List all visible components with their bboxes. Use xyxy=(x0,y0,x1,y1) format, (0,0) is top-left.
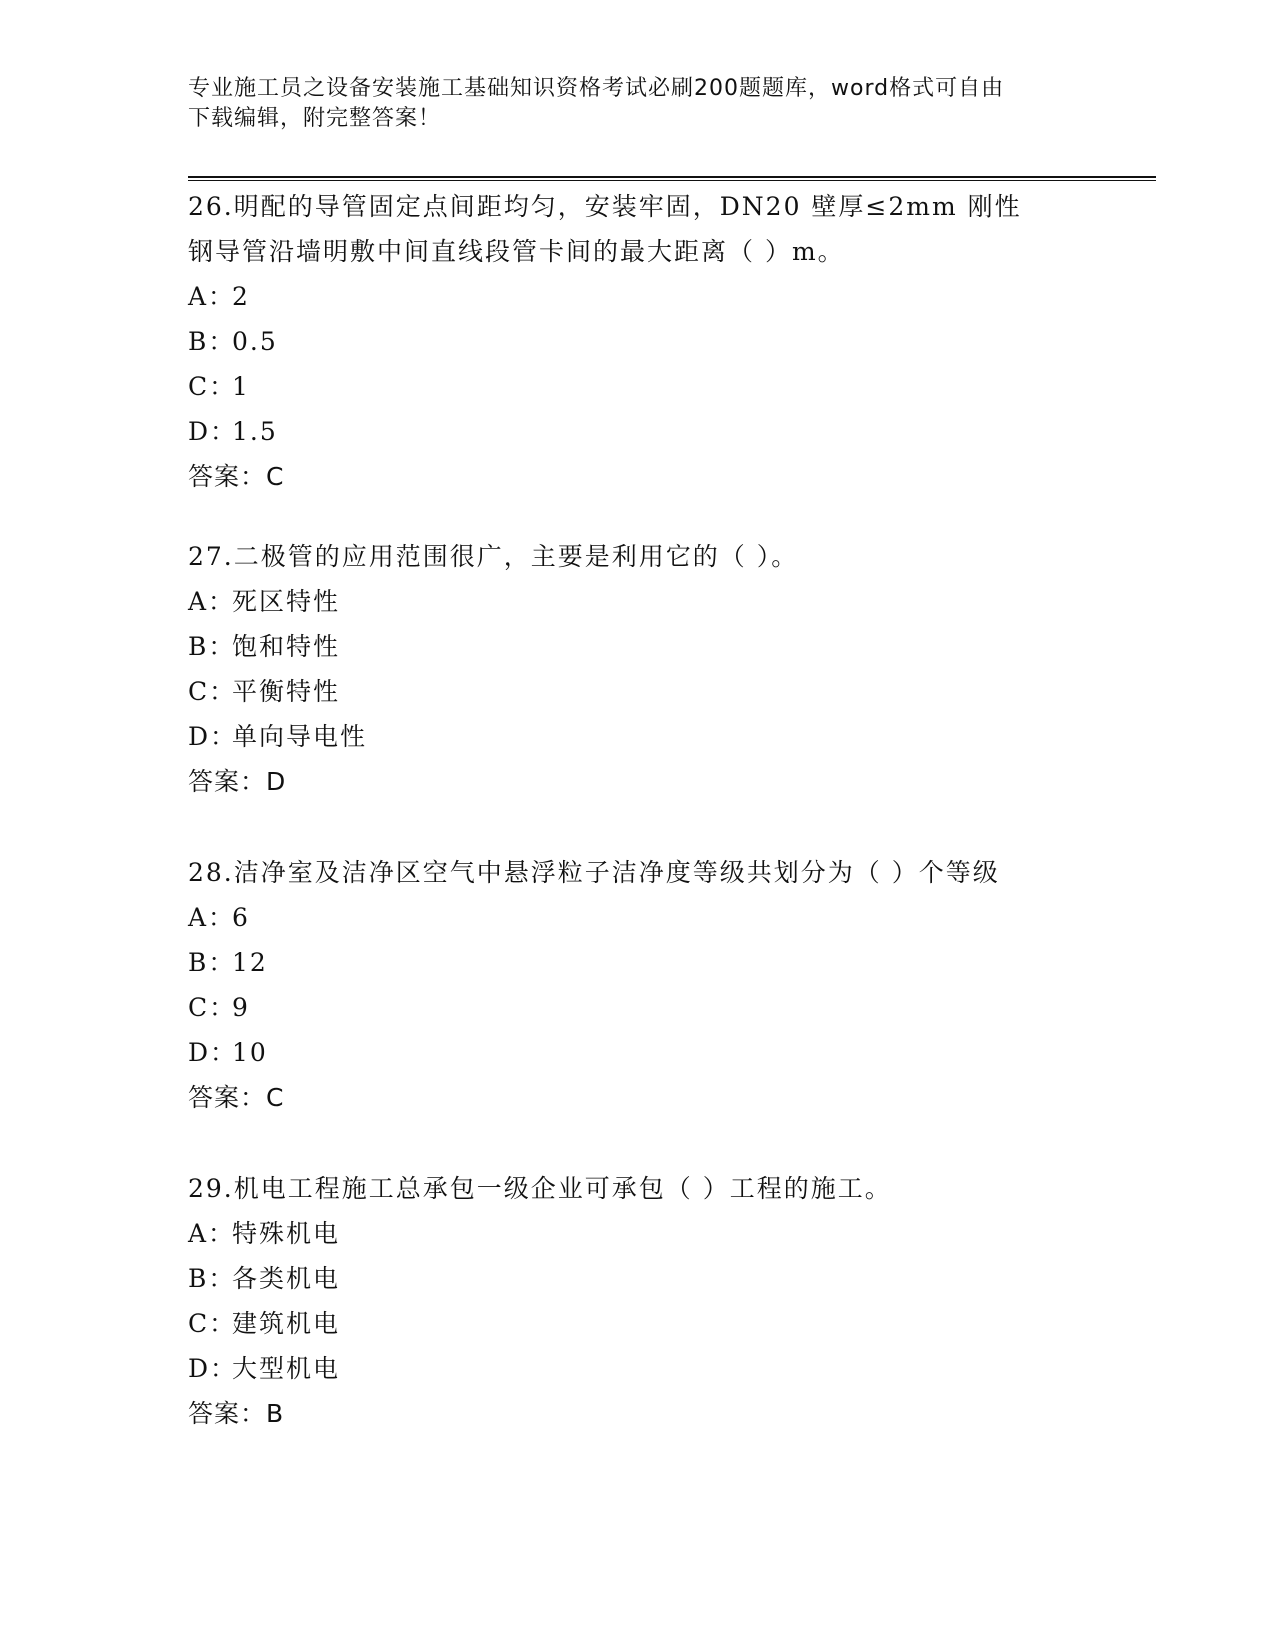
option-text: 1.5 xyxy=(232,417,278,446)
option-b xyxy=(188,1256,1088,1301)
option-key: D： xyxy=(188,1038,238,1067)
option-text: 9 xyxy=(232,993,250,1022)
option-key: B： xyxy=(188,327,236,356)
header-line-2: 下载编辑，附完整答案！ xyxy=(188,106,442,131)
question-stem: 27.二极管的应用范围很广，主要是利用它的（ ）。 xyxy=(188,542,799,571)
option-text: 平衡特性 xyxy=(232,677,341,706)
option-key: C： xyxy=(188,993,237,1022)
option-key: C： xyxy=(188,1309,237,1338)
option-text: 0.5 xyxy=(232,327,278,356)
option-text: 特殊机电 xyxy=(232,1219,341,1248)
option-b xyxy=(188,624,1088,669)
option-key: A： xyxy=(188,282,236,311)
header-divider xyxy=(188,176,1156,181)
option-text: 大型机电 xyxy=(232,1354,341,1383)
option-c xyxy=(188,985,1088,1030)
option-key: A： xyxy=(188,903,236,932)
option-text: 2 xyxy=(232,282,250,311)
header-line-1: 专业施工员之设备安装施工基础知识资格考试必刷200题题库，word格式可自由 xyxy=(188,76,1005,101)
option-d xyxy=(188,1030,1088,1075)
option-key: D： xyxy=(188,1354,238,1383)
option-a xyxy=(188,1211,1088,1256)
option-c xyxy=(188,1301,1088,1346)
option-text: 1 xyxy=(232,372,250,401)
document-header xyxy=(188,74,1068,134)
option-key: A： xyxy=(188,1219,236,1248)
option-key: D： xyxy=(188,417,238,446)
option-a xyxy=(188,579,1088,624)
answer: 答案：D xyxy=(188,767,287,796)
question-26 xyxy=(188,184,1088,499)
option-text: 建筑机电 xyxy=(232,1309,341,1338)
answer: 答案：C xyxy=(188,1083,285,1112)
option-d xyxy=(188,409,1088,454)
option-text: 死区特性 xyxy=(232,587,341,616)
option-text: 各类机电 xyxy=(232,1264,341,1293)
option-text: 饱和特性 xyxy=(232,632,341,661)
answer: 答案：B xyxy=(188,1399,285,1428)
question-28 xyxy=(188,850,1088,1120)
question-stem: 28.洁净室及洁净区空气中悬浮粒子洁净度等级共划分为（ ）个等级 xyxy=(188,858,1000,887)
option-a xyxy=(188,895,1088,940)
option-d xyxy=(188,1346,1088,1391)
option-key: D： xyxy=(188,722,238,751)
option-b xyxy=(188,940,1088,985)
option-key: C： xyxy=(188,677,237,706)
question-29 xyxy=(188,1166,1088,1436)
option-d xyxy=(188,714,1088,759)
option-b xyxy=(188,319,1088,364)
option-key: B： xyxy=(188,1264,236,1293)
answer: 答案：C xyxy=(188,462,285,491)
option-text: 6 xyxy=(232,903,250,932)
question-27 xyxy=(188,534,1088,804)
question-stem: 29.机电工程施工总承包一级企业可承包（ ）工程的施工。 xyxy=(188,1174,892,1203)
option-key: B： xyxy=(188,948,236,977)
option-a xyxy=(188,274,1088,319)
option-c xyxy=(188,364,1088,409)
option-text: 单向导电性 xyxy=(232,722,368,751)
option-text: 12 xyxy=(232,948,268,977)
option-text: 10 xyxy=(232,1038,268,1067)
option-key: A： xyxy=(188,587,236,616)
question-stem: 26.明配的导管固定点间距均匀，安装牢固，DN20 壁厚≤2mm 刚性钢导管沿墙明敷中间直线段管卡间的最大距离（ ）m。 xyxy=(188,192,1022,266)
option-c xyxy=(188,669,1088,714)
option-key: B： xyxy=(188,632,236,661)
option-key: C： xyxy=(188,372,237,401)
